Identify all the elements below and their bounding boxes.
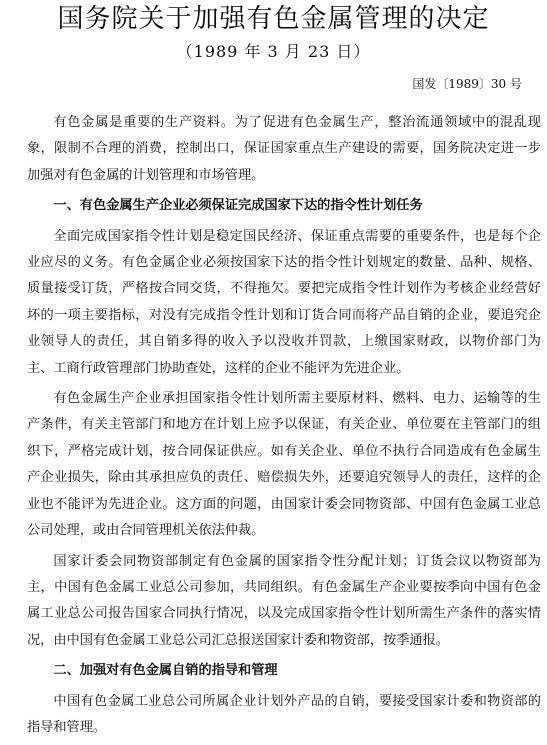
paragraph-section-1-b: 有色金属生产企业承担国家指令性计划所需主要原材料、燃料、电力、运输等的生产条件，有关主管部门和地方在计划上应予以保证，有关企业、单位要在主管部门的组织下，严格完成计划，按合同保证供应。如有关企业、单位不执行合同造成有色金属生产企业损失，除由其承担应负的责任、赔偿损失外，还要追究领导人的责任，这样的企业也不能评为先进企业。这方面的问题，由国家计委会同物资部、中国有色金属工业总公司处理，或由合同管理机关依法仲裁。 xyxy=(27,391,541,539)
paragraph-section-1-a: 全面完成国家指令性计划是稳定国民经济、保证重点需要的重要条件，也是每个企业应尽的义务。有色金属企业必须按国家下达的指令性计划规定的数量、品种、规格、质量接受订货，严格按合同交货，不得拖欠。要把完成指令性计划作为考核企业经营好坏的一项主要指标，对没有完成指令性计划和订货合同而将产品自销的企业，要追究企业领导人的责任，其自销多得的收入予以没收并罚款，上缴国家财政，以物价部门为主、工商行政管理部门协助查处，这样的企业不能评为先进企业。 xyxy=(27,228,541,376)
document-title: 国务院关于加强有色金属管理的决定 xyxy=(57,4,490,34)
paragraph-section-1-c: 国家计委会同物资部制定有色金属的国家指令性分配计划；订货会议以物资部为主，中国有色金属工业总公司参加，共同组织。有色金属生产企业要按季向中国有色金属工业总公司报告国家合同执行情况，以及完成国家指令性计划所需生产条件的落实情况，由中国有色金属工业总公司汇总报送国家计委和物资部，按季通报。 xyxy=(27,553,541,648)
paragraph-intro: 有色金属是重要的生产资料。为了促进有色金属生产，整治流通领域中的混乱现象，限制不合理的消费，控制出口，保证国家重点生产建设的需要，国务院决定进一步加强对有色金属的计划管理和市场管理。 xyxy=(27,115,541,183)
document-date: （1989 年 3 月 23 日） xyxy=(176,42,371,61)
section-heading-2: 二、加强对有色金属自销的指导和管理 xyxy=(53,663,278,679)
paragraph-section-2-a: 中国有色金属工业总公司所属企业计划外产品的自销，要接受国家计委和物资部的指导和管理。 xyxy=(27,693,541,735)
document-number: 国发〔1989〕30 号 xyxy=(412,77,522,91)
section-heading-1: 一、有色金属生产企业必须保证完成国家下达的指令性计划任务 xyxy=(53,198,423,214)
document-body xyxy=(27,110,541,745)
